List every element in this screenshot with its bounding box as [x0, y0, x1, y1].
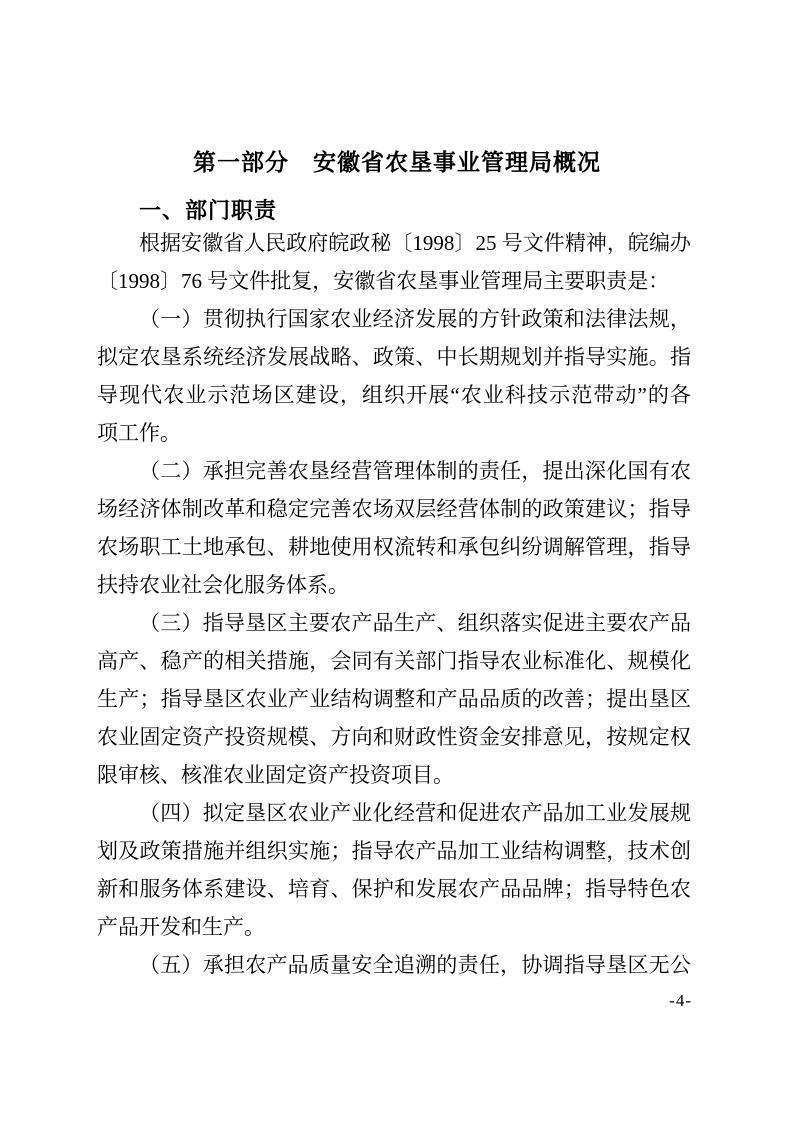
paragraph — [97, 452, 691, 604]
text-line: 根据安徽省人民政府皖政秘〔1998〕25 号文件精神，皖编办 — [139, 231, 691, 255]
text-line: （四）拟定垦区农业产业化经营和促进农产品加工业发展规 — [139, 801, 691, 825]
text-line: 农场职工土地承包、耕地使用权流转和承包纠纷调解管理，指导 — [97, 535, 691, 559]
page-number: -4- — [669, 991, 692, 1010]
paragraph — [97, 300, 691, 452]
paragraph — [97, 794, 691, 946]
text-line: 项工作。 — [97, 421, 181, 445]
text-line: 场经济体制改革和稳定完善农场双层经营体制的政策建议；指导 — [97, 497, 691, 521]
text-line: 生产；指导垦区农业产业结构调整和产品品质的改善；提出垦区 — [97, 687, 691, 711]
text-line: 产品开发和生产。 — [97, 915, 265, 939]
paragraph — [97, 224, 691, 300]
text-line: （一）贯彻执行国家农业经济发展的方针政策和法律法规， — [139, 307, 691, 331]
text-line: （五）承担农产品质量安全追溯的责任，协调指导垦区无公 — [139, 953, 691, 977]
text-line: 拟定农垦系统经济发展战略、政策、中长期规划并指导实施。指 — [97, 345, 691, 369]
text-line: 导现代农业示范场区建设，组织开展“农业科技示范带动”的各 — [97, 383, 691, 407]
text-line: （三）指导垦区主要农产品生产、组织落实促进主要农产品 — [139, 611, 691, 635]
section-heading: 一、部门职责 — [139, 198, 278, 223]
text-line: 农业固定资产投资规模、方向和财政性资金安排意见，按规定权 — [97, 725, 691, 749]
text-line: （二）承担完善农垦经营管理体制的责任，提出深化国有农 — [139, 459, 691, 483]
text-line: 〔1998〕76 号文件批复，安徽省农垦事业管理局主要职责是： — [97, 269, 670, 293]
document-body — [97, 224, 691, 984]
paragraph — [97, 946, 691, 984]
text-line: 扶持农业社会化服务体系。 — [97, 573, 349, 597]
text-line: 新和服务体系建设、培育、保护和发展农产品品牌；指导特色农 — [97, 877, 691, 901]
document-title: 第一部分 安徽省农垦事业管理局概况 — [193, 149, 601, 175]
text-line: 限审核、核准农业固定资产投资项目。 — [97, 763, 454, 787]
paragraph — [97, 604, 691, 794]
text-line: 划及政策措施并组织实施；指导农产品加工业结构调整，技术创 — [97, 839, 691, 863]
text-line: 高产、稳产的相关措施，会同有关部门指导农业标准化、规模化 — [97, 649, 691, 673]
